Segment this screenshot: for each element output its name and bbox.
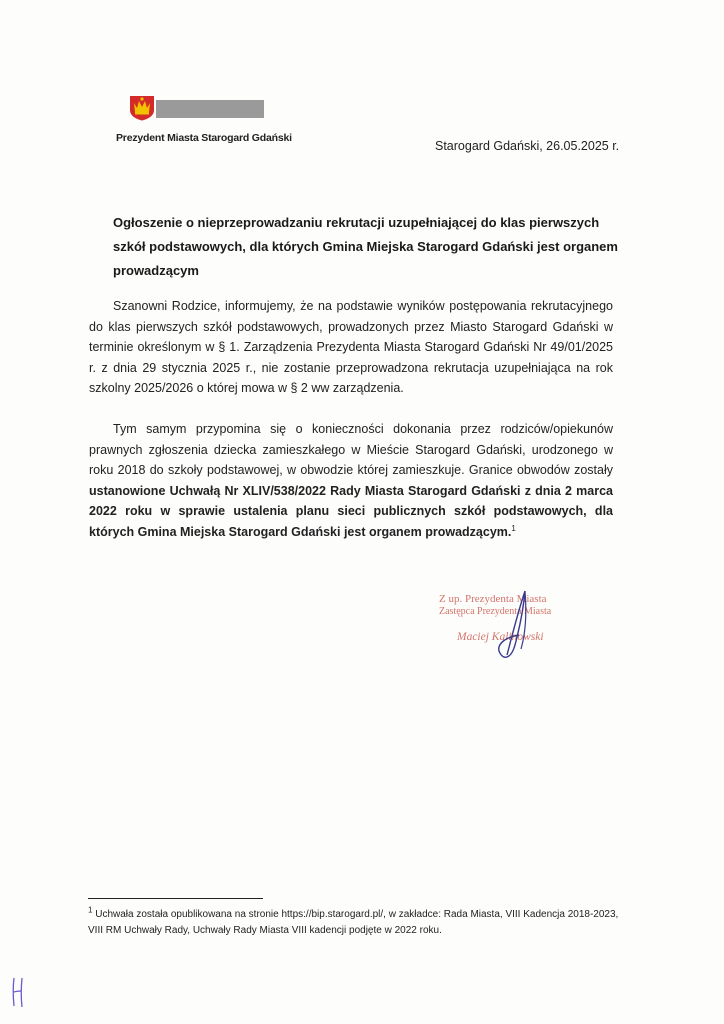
document-date: Starogard Gdański, 26.05.2025 r.	[435, 139, 620, 153]
footnote-reference: 1	[511, 523, 516, 533]
footnote-separator	[88, 898, 263, 899]
paragraph-2-bold-text: ustanowione Uchwałą Nr XLIV/538/2022 Rady Miasta Starogard Gdański z dnia 2 marca 2022 roku w sprawie ustalenia planu sieci publicznych szkół podstawowych, dla których Gmina Miejska Starogard Gdański jest organem prowadzącym.	[89, 483, 613, 539]
document-title: Ogłoszenie o nieprzeprowadzaniu rekrutacji uzupełniającej do klas pierwszych szkół podstawowych, dla których Gmina Miejska Starogard Gdański jest organem prowadzącym	[113, 215, 618, 278]
handwritten-margin-mark	[8, 976, 28, 1008]
body-paragraph-1: Szanowni Rodzice, informujemy, że na podstawie wyników postępowania rekrutacyjnego do klas pierwszych szkół podstawowych, prowadzonych przez Miasto Starogard Gdański w terminie określonym w § 1. Zarządzenia Prezydenta Miasta Starogard Gdański Nr 49/01/2025 r. z dnia 29 stycznia 2025 r., nie zostanie przeprowadzona rekrutacja uzupełniająca na rok szkolny 2025/2026 o której mowa w § 2 ww zarządzenia.	[89, 299, 613, 395]
footnote	[88, 907, 628, 939]
issuer-name: Prezydent Miasta Starogard Gdański	[116, 132, 292, 144]
footnote-text: Uchwała została opublikowana na stronie https://bip.starogard.pl/, w zakładce: Rada Miasta, VIII Kadencja 2018-2023, VIII RM Uchwały Rady, Uchwały Rady Miasta VIII kadencji podjęte w 2022 roku.	[88, 909, 619, 936]
signature-stamp	[415, 585, 615, 665]
stamp-line-2: Zastępca Prezydenta Miasta	[439, 606, 552, 617]
paragraph-2-plain-text: Tym samym przypomina się o konieczności dokonania przez rodziców/opiekunów prawnych zgłoszenia dziecka zamieszkałego w Mieście Starogard Gdański, urodzonego w roku 2018 do szkoły podstawowej, w obwodzie której zamieszkuje. Granice obwodów zostały	[89, 422, 613, 477]
stamp-line-1: Z up. Prezydenta Miasta	[439, 593, 547, 605]
header-bar	[156, 100, 264, 118]
stamp-name: Maciej Kalinowski	[457, 631, 544, 643]
body-paragraph-2	[89, 419, 613, 542]
footnote-marker: 1	[88, 905, 93, 915]
coat-of-arms-icon	[128, 95, 156, 121]
